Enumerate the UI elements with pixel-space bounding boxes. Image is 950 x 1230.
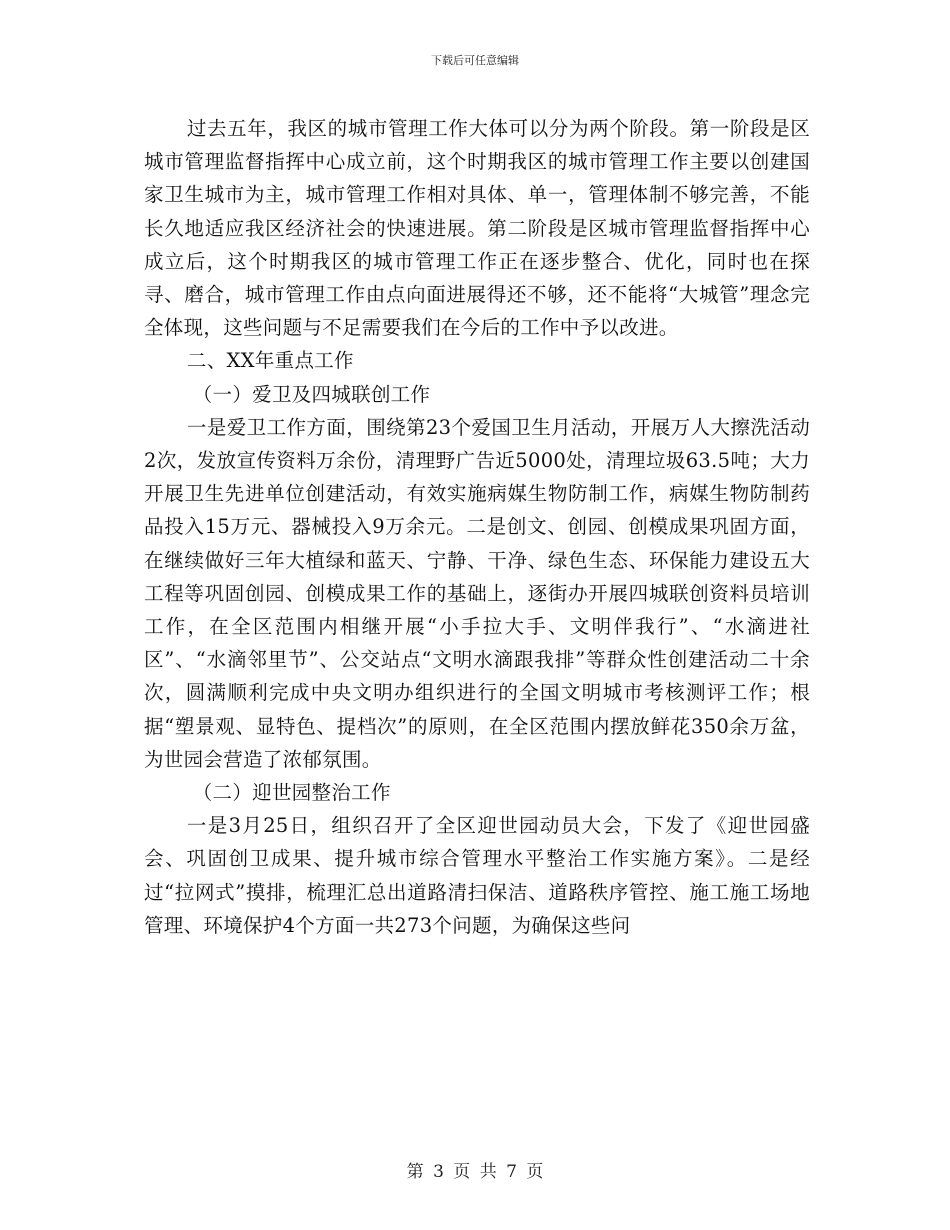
paragraph-expo-rectification: 一是3月25日，组织召开了全区迎世园动员大会，下发了《迎世园盛会、巩固创卫成果、提升城市综合管理水平整治工作实施方案》。二是经过“拉网式”摸排，梳理汇总出道路清扫保洁、道路秩序管控、施工施工场地管理、环境保护4个方面一共273个问题，为确保这些问 [144, 814, 810, 937]
page-header-note: 下载后可任意编辑 [431, 54, 519, 67]
page-footer-number: 第 3 页 共 7 页 [406, 1162, 544, 1182]
paragraph-review: 过去五年，我区的城市管理工作大体可以分为两个阶段。第一阶段是区城市管理监督指挥中心成立前，这个时期我区的城市管理工作主要以创建国家卫生城市为主，城市管理工作相对具体、单一，管理体制不够完善，不能长久地适应我区经济社会的快速进展。第二阶段是区城市管理监督指挥中心成立后，这个时期我区的城市管理工作正在逐步整合、优化，同时也在探寻、磨合，城市管理工作由点向面进展得还不够，还不能将“大城管”理念完全体现，这些问题与不足需要我们在今后的工作中予以改进。 [144, 117, 810, 340]
subsection-heading-2: （二）迎世园整治工作 [192, 781, 391, 805]
document-body [144, 112, 810, 942]
subsection-heading-1: （一）爱卫及四城联创工作 [192, 382, 431, 406]
section-heading-key-work: 二、XX年重点工作 [186, 349, 354, 373]
paragraph-health-campaign: 一是爱卫工作方面，围绕第23个爱国卫生月活动，开展万人大擦洗活动2次，发放宣传资料万余份，清理野广告近5000处，清理垃圾63.5吨；大力开展卫生先进单位创建活动，有效实施病媒生物防制工作，病媒生物防制药品投入15万元、器械投入9万余元。二是创文、创园、创模成果巩固方面，在继续做好三年大植绿和蓝天、宁静、干净、绿色生态、环保能力建设五大工程等巩固创园、创模成果工作的基础上，逐街办开展四城联创资料员培训工作，在全区范围内相继开展“小手拉大手、文明伴我行”、“水滴进社区”、“水滴邻里节”、公交站点“文明水滴跟我排”等群众性创建活动二十余次，圆满顺利完成中央文明办组织进行的全国文明城市考核测评工作；根据“塑景观、显特色、提档次”的原则，在全区范围内摆放鲜花350余万盆，为世园会营造了浓郁氛围。 [144, 415, 810, 771]
